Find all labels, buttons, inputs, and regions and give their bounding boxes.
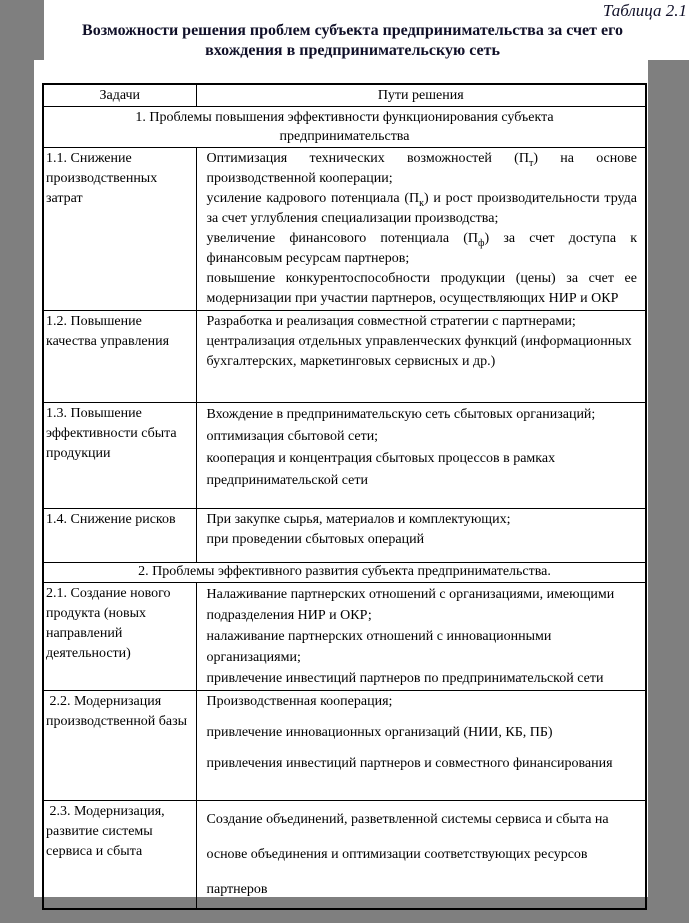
table-number-label: Таблица 2.1 — [602, 1, 687, 20]
table-row — [43, 800, 646, 909]
solution-item: Производственная кооперация; — [206, 693, 393, 709]
solution-item: налаживание партнерских отношений с инновационными организациями; — [206, 628, 552, 665]
solution-item: Налаживание партнерских отношений с организациями, имеющими подразделения НИР и ОКР; — [206, 586, 615, 623]
solution-item: привлечения инвестиций партнеров и совместного финансирования — [206, 755, 613, 771]
table-row — [43, 690, 646, 800]
solutions-cell — [196, 690, 646, 800]
solution-item: централизация отдельных управленческих функций (информационных бухгалтерских, маркетинговых сервисных и др.) — [206, 333, 632, 369]
solution-item: привлечение инновационных организаций (НИИ, КБ, ПБ) — [206, 724, 553, 740]
document-title-line2: вхождения в предпринимательскую сеть — [205, 42, 500, 59]
solution-item: повышение конкурентоспособности продукции (цены) за счет ее модернизации при участии партнеров, осуществляющих НИР и ОКР — [206, 270, 637, 306]
solutions-cell — [196, 582, 646, 690]
table-row — [43, 147, 646, 310]
solution-item: Разработка и реализация совместной стратегии с партнерами; — [206, 313, 576, 329]
solution-item: Вхождение в предпринимательскую сеть сбытовых организаций; — [206, 406, 596, 422]
document-title — [44, 21, 689, 61]
header-row — [43, 84, 646, 106]
solution-item: усиление кадрового потенциала $(П_к)$ и рост производительности труда за счет углубления специализации производства; — [206, 190, 637, 226]
task-cell: 2.3. Модернизация, развитие системы сервиса и сбыта — [43, 800, 196, 909]
task-cell: 1.3. Повышение эффективности сбыта продукции — [43, 402, 196, 508]
solution-item: при проведении сбытовых операций — [206, 531, 425, 547]
table-block — [34, 60, 648, 897]
solutions-cell — [196, 310, 646, 402]
solution-item: Создание объединений, разветвленной системы сервиса и сбыта на основе объединения и оптимизации соответствующих ресурсов партнеров — [206, 811, 609, 897]
col-header-tasks: Задачи — [43, 84, 196, 106]
task-cell: 2.1. Создание нового продукта (новых направлений деятельности) — [43, 582, 196, 690]
solutions-cell — [196, 147, 646, 310]
table-body — [43, 106, 646, 909]
task-cell: 2.2. Модернизация производственной базы — [43, 690, 196, 800]
solutions-cell — [196, 402, 646, 508]
solution-item: кооперация и концентрация сбытовых процессов в рамках предпринимательской сети — [206, 450, 556, 488]
section-title: 2. Проблемы эффективного развития субъекта предпринимательства. — [43, 562, 646, 582]
solution-item: увеличение финансового потенциала $(П_ф)$ за счет доступа к финансовым ресурсам партнеров; — [206, 230, 638, 266]
solution-item: Оптимизация технических возможностей $(П_т)$ на основе производственной кооперации; — [206, 150, 637, 186]
solution-item: оптимизация сбытовой сети; — [206, 428, 379, 444]
document-title-line1: Возможности решения проблем субъекта предпринимательства за счет его — [82, 22, 623, 39]
task-cell: 1.4. Снижение рисков — [43, 508, 196, 562]
solutions-cell — [196, 508, 646, 562]
solution-item: привлечение инвестиций партнеров по предпринимательской сети — [206, 670, 604, 686]
task-cell: 1.2. Повышение качества управления — [43, 310, 196, 402]
section-row — [43, 562, 646, 582]
section-row — [43, 106, 646, 147]
solution-item: При закупке сырья, материалов и комплектующих; — [206, 511, 511, 527]
col-header-solutions: Пути решения — [196, 84, 646, 106]
task-cell: 1.1. Снижение производственных затрат — [43, 147, 196, 310]
title-block — [44, 0, 689, 60]
table-row — [43, 402, 646, 508]
table-row — [43, 508, 646, 562]
table-row — [43, 310, 646, 402]
section-title: 1. Проблемы повышения эффективности функционирования субъекта предпринимательства — [43, 106, 646, 147]
solutions-cell — [196, 800, 646, 909]
solutions-table — [42, 83, 647, 910]
table-row — [43, 582, 646, 690]
